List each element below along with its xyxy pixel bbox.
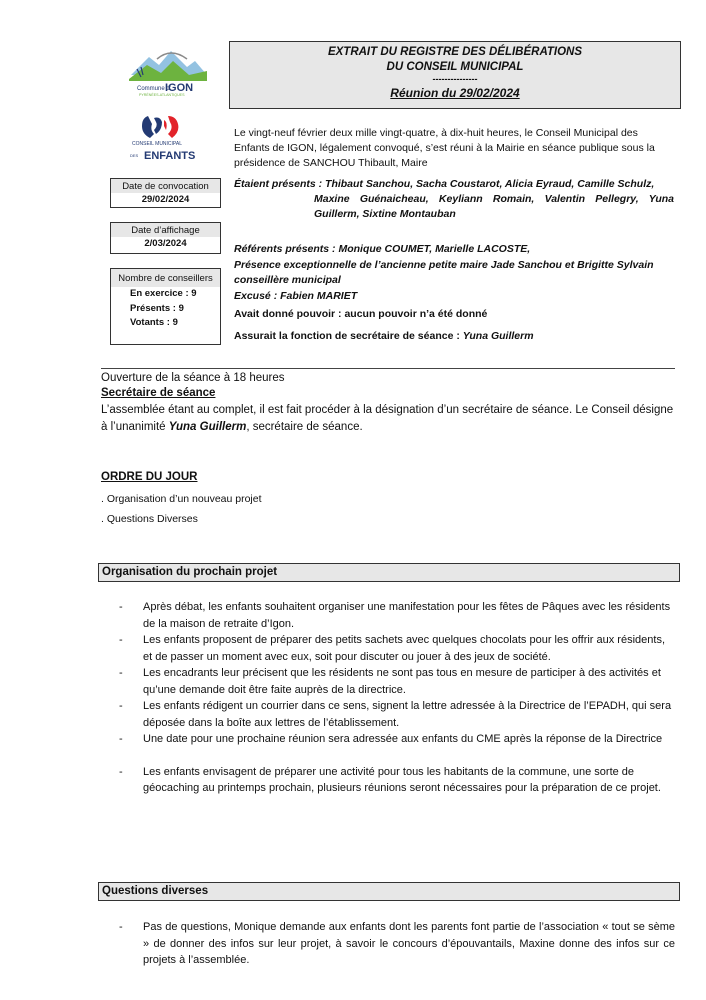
list-item: - Une date pour une prochaine réunion sera adressée aux enfants du CME après la réponse de la Directrice	[119, 733, 663, 745]
referents-block	[234, 242, 679, 304]
logo-cme-line2: DES	[130, 153, 139, 158]
agenda-title: ORDRE DU JOUR	[101, 471, 198, 483]
list-item: - Les encadrants leur précisent que les résidents ne sont pas tous en mesure de participer à des activités et qu’une demande doit être faite auprès de la directrice.	[119, 667, 661, 696]
list-item: - Les enfants envisagent de préparer une activité pour tous les habitants de la commune, une sorte de géocaching au printemps prochain, plusieurs réunions seront nécessaires pour la préparation de ce projet.	[119, 765, 661, 794]
list-item: - Après débat, les enfants souhaitent organiser une manifestation pour les fêtes de Pâques avec les résidents de la maison de retraite d’Igon.	[119, 601, 671, 630]
votants-count: Votants : 9	[130, 317, 178, 328]
logo-igon-text: IGON	[165, 82, 194, 94]
en-exercice-count: En exercice : 9	[130, 288, 197, 299]
list-item: - Les enfants proposent de préparer des petits sachets avec quelques chocolats pour les offrir aux résidents, et de passer un moment avec eux, soit pour discuter ou jouer à des jeux de société.	[119, 634, 665, 663]
affichage-label: Date d’affichage	[111, 223, 220, 237]
agenda-item: . Organisation d’un nouveau projet	[101, 493, 262, 505]
secretary-name: Yuna Guillerm	[462, 330, 534, 342]
cme-logo	[124, 112, 204, 162]
convocation-box	[110, 178, 221, 208]
exceptional-presence-line: Présence exceptionnelle de l’ancienne petite maire Jade Sanchou et Brigitte Sylvain conseillère municipal	[234, 258, 654, 286]
secretary-section-title: Secrétaire de séance	[101, 387, 216, 399]
commune-igon-logo	[127, 45, 209, 97]
intro-paragraph: Le vingt-neuf février deux mille vingt-quatre, à dix-huit heures, le Conseil Municipal des Enfants de IGON, légalement convoqué, s’est réuni à la Mairie en séance publique sous la présidence de SANCHOU Thibault, Maire	[234, 127, 655, 169]
secretary-text-part1: L’assemblée étant au complet, il est fait procéder à la désignation d’un secrétaire de séance. Le Conseil désigne à l’unanimité	[101, 404, 674, 433]
questions-list	[119, 919, 675, 969]
attendees-lead: Étaient présents : Thibaut Sanchou, Sacha Coustarot, Alicia Eyraud, Camille Schulz,	[234, 178, 655, 190]
attendees-rest: Maxine Guénaicheau, Keyliann Romain, Valentin Pellegry, Yuna Guillerm, Sixtine Montauban	[314, 193, 674, 220]
project-list	[119, 599, 675, 797]
affichage-date: 2/03/2024	[144, 238, 187, 249]
referents-line: Référents présents : Monique COUMET, Marielle LACOSTE,	[234, 243, 531, 255]
meeting-date: Réunion du 29/02/2024	[390, 86, 520, 100]
convocation-label: Date de convocation	[111, 179, 220, 193]
pouvoir-line: Avait donné pouvoir : aucun pouvoir n’a été donné	[234, 308, 488, 320]
header-separator: ---------------	[432, 74, 478, 84]
header-title-line2: DU CONSEIL MUNICIPAL	[386, 61, 524, 73]
logo-department-text: PYRÉNÉES-ATLANTIQUES	[139, 93, 185, 97]
list-item: - Pas de questions, Monique demande aux enfants dont les parents font partie de l’association « tout se sème » de donner des infos sur leur projet, à savoir le concours d’épouvantails, Maxine donne des infos sur ce projets à l’assemblée.	[119, 921, 675, 966]
secretary-text-part2: , secrétaire de séance.	[246, 421, 363, 433]
logo-cme-line1: CONSEIL MUNICIPAL	[132, 141, 183, 147]
registry-header	[229, 41, 681, 109]
header-title-line1: EXTRAIT DU REGISTRE DES DÉLIBÉRATIONS	[327, 46, 583, 58]
affichage-box	[110, 222, 221, 254]
conseillers-count-box	[110, 268, 221, 345]
secretary-label: Assurait la fonction de secrétaire de séance :	[234, 330, 463, 342]
conseillers-label: Nombre de conseillers	[111, 269, 220, 287]
excused-line: Excusé : Fabien MARIET	[234, 289, 358, 302]
opening-line: Ouverture de la séance à 18 heures	[101, 372, 285, 384]
presents-count: Présents : 9	[130, 302, 184, 314]
logo-cme-line3: ENFANTS	[144, 150, 196, 162]
section-title-project: Organisation du prochain projet	[98, 563, 680, 582]
divider	[101, 368, 675, 369]
logo-commune-text: Commune d'	[137, 86, 171, 92]
attendees-paragraph	[234, 177, 674, 222]
convocation-date: 29/02/2024	[141, 194, 190, 205]
agenda-item: . Questions Diverses	[101, 513, 198, 525]
secretary-line	[234, 330, 534, 342]
list-item: - Les enfants rédigent un courrier dans ce sens, signent la lettre adressée à la Directrice de l’EPADH, qui sera déposée dans la boîte aux lettres de l’établissement.	[119, 700, 672, 729]
secretary-paragraph	[101, 402, 677, 436]
secretary-name-inline: Yuna Guillerm	[168, 421, 247, 433]
section-title-questions: Questions diverses	[98, 882, 680, 901]
